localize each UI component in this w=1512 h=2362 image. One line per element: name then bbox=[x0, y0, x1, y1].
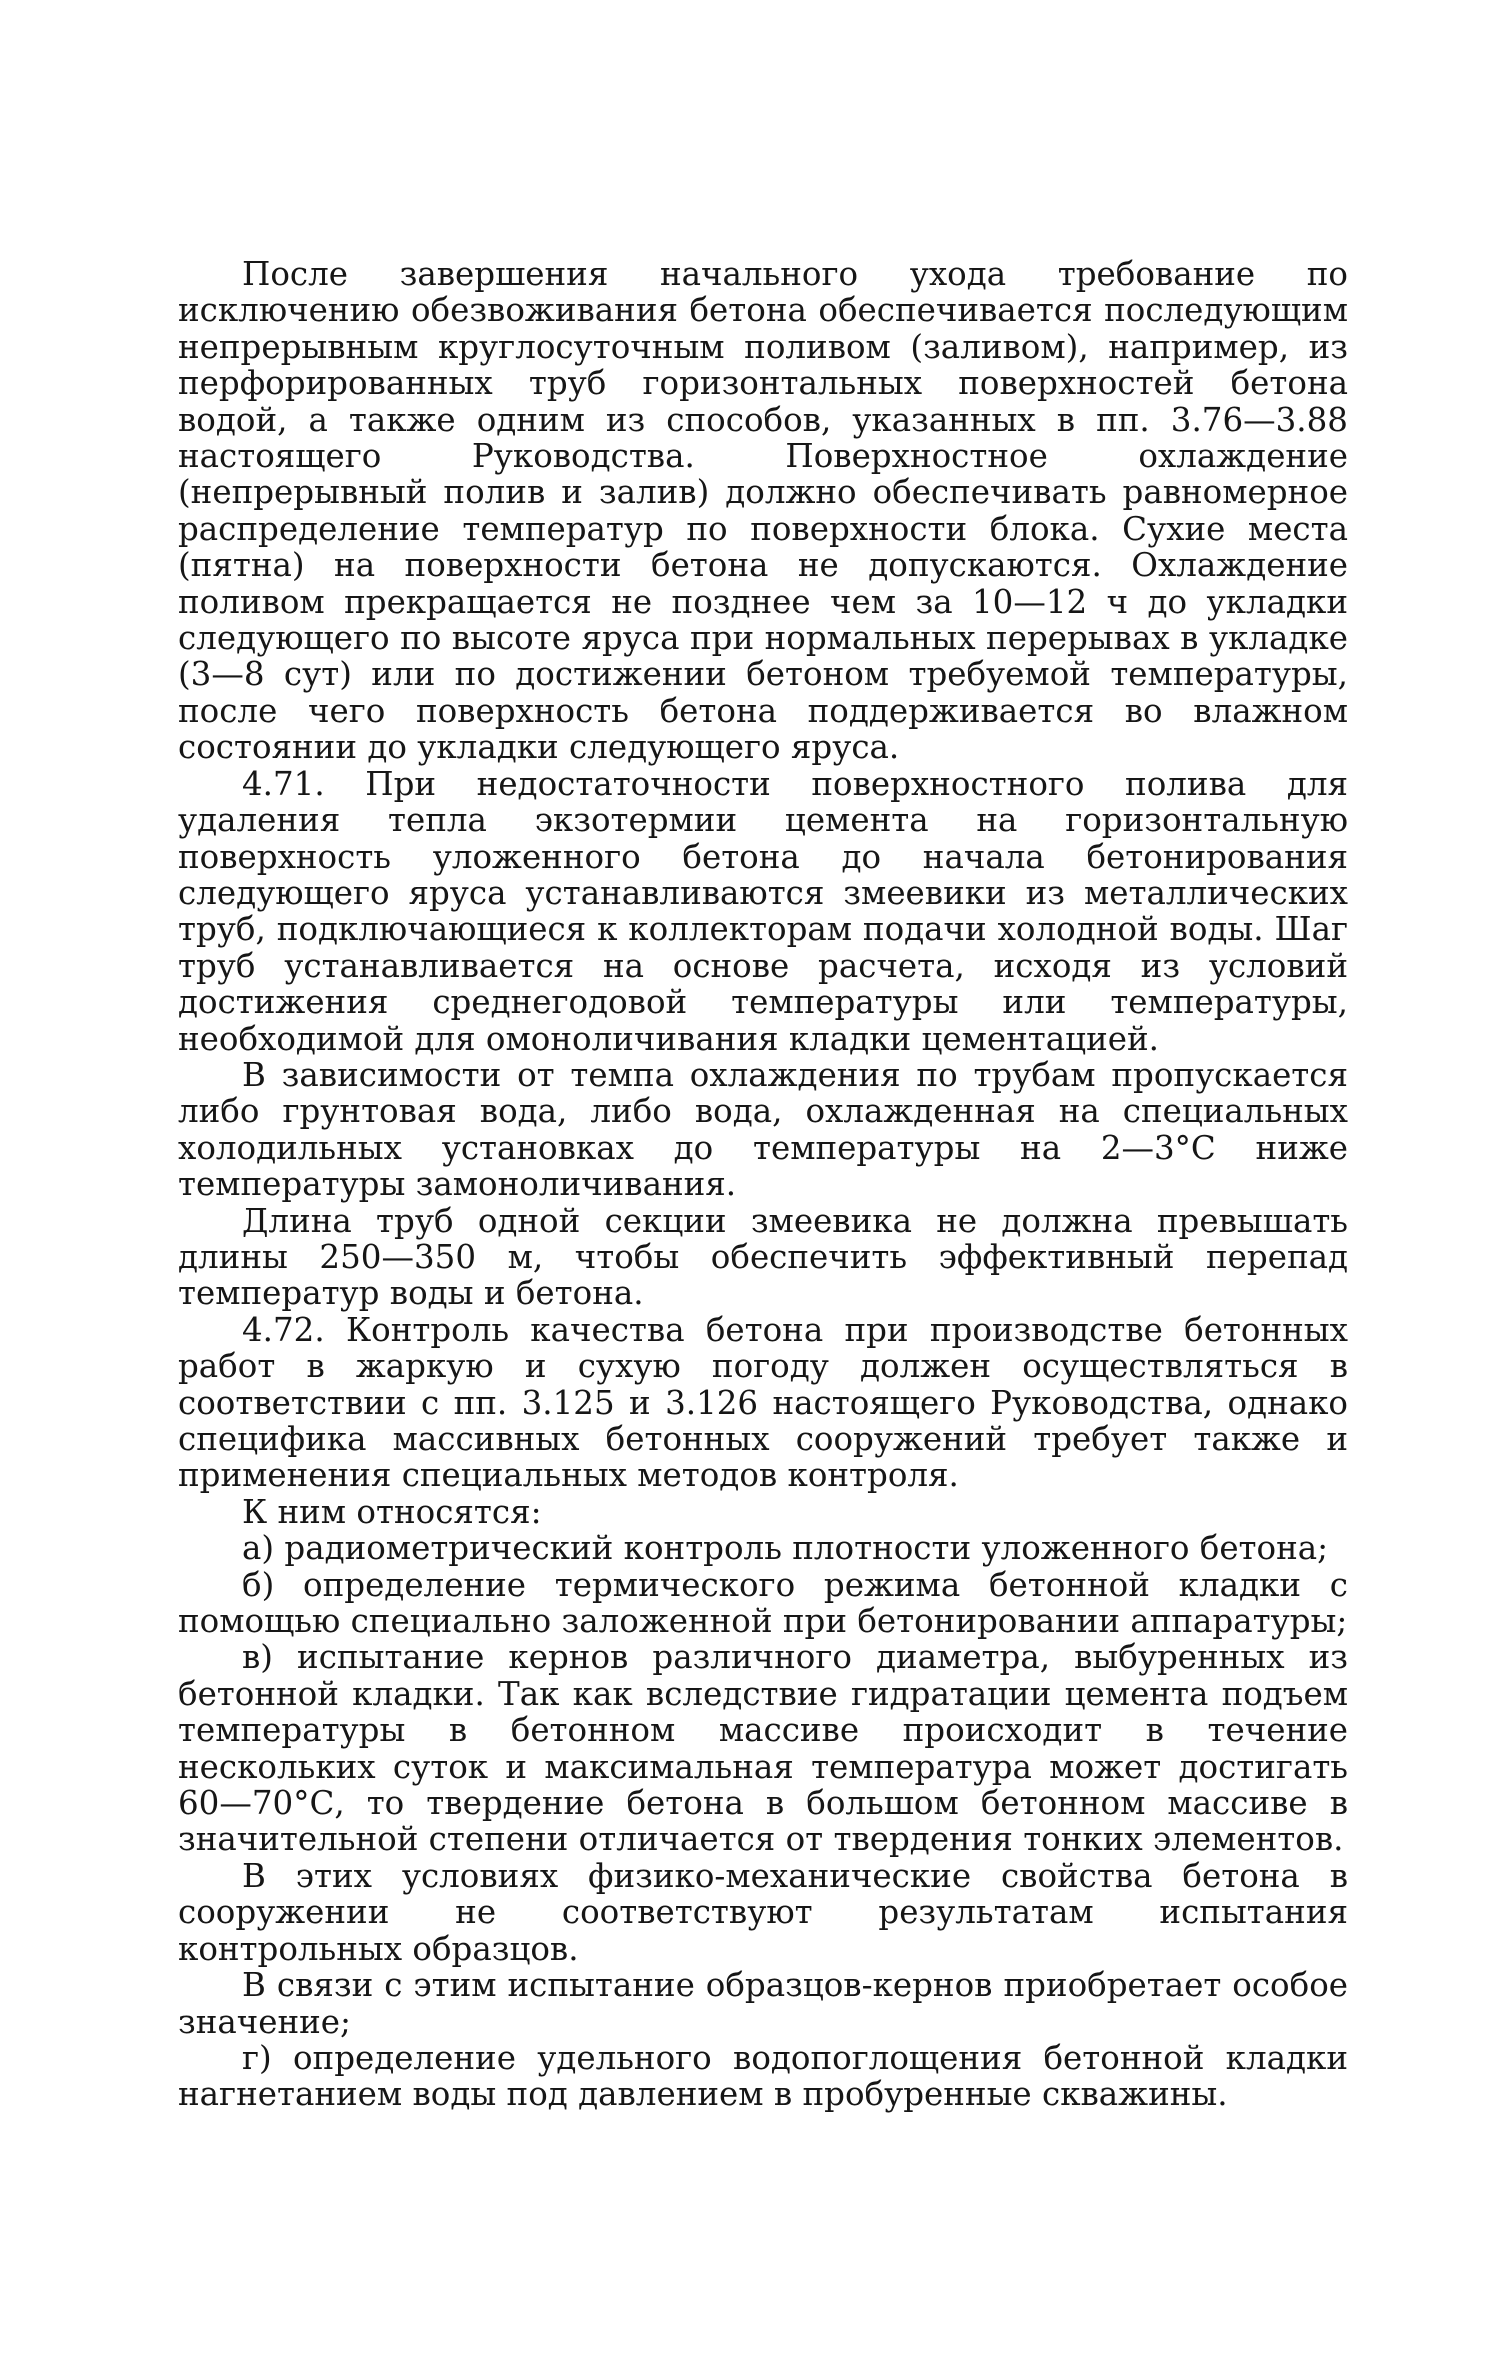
paragraph-cooling-after-curing bbox=[178, 256, 1348, 766]
list-item-text: в) испытание кернов различного диаметра, выбуренных из бетонной кладки. Так как вследствие гидратации цемента подъем температуры в бетонном массиве происходит в течение нескольких суток и максимальная температура может достигать 60—70°С, то твердение бетона в большом бетонном массиве в значительной степени отличается от твердения тонких элементов. bbox=[178, 1638, 1348, 1859]
paragraph-text: В этих условиях физико-механические свойства бетона в сооружении не соответствуют результатам испытания контрольных образцов. bbox=[178, 1856, 1348, 1968]
paragraph-core-testing bbox=[178, 1967, 1348, 2040]
list-item-v bbox=[178, 1639, 1348, 1857]
paragraph-cooling-water bbox=[178, 1057, 1348, 1203]
paragraph-text: В зависимости от темпа охлаждения по трубам пропускается либо грунтовая вода, либо вода, охлажденная на специальных холодильных установках до температуры на 2—3°С ниже температуры замоноличивания. bbox=[178, 1055, 1348, 1204]
paragraph-4-71 bbox=[178, 766, 1348, 1057]
paragraph-text: После завершения начального ухода требование по исключению обезвоживания бетона обеспечивается последующим непрерывным круглосуточным поливом (заливом), например, из перфорированных труб горизонтальных поверхностей бетона водой, а также одним из способов, указанных в пп. 3.76—3.88 настоящего Руководства. Поверхностное охлаждение (непрерывный полив и залив) должно обеспечивать равномерное распределение температур по поверхности блока. Сухие места (пятна) на поверхности бетона не допускаются. Охлаждение поливом прекращается не позднее чем за 10—12 ч до укладки следующего по высоте яруса при нормальных перерывах в укладке (3—8 сут) или по достижении бетоном требуемой температуры, после чего поверхность бетона поддерживается во влажном состоянии до укладки следующего яруса. bbox=[178, 255, 1348, 767]
list-item-text: б) определение термического режима бетонной кладки с помощью специально заложенной при бетонировании аппаратуры; bbox=[178, 1565, 1348, 1641]
paragraph-text: В связи с этим испытание образцов-кернов приобретает особое значение; bbox=[178, 1966, 1348, 2041]
list-item-b bbox=[178, 1567, 1348, 1640]
list-item-text: а) радиометрический контроль плотности уложенного бетона; bbox=[242, 1529, 1329, 1568]
list-item-text: г) определение удельного водопоглощения бетонной кладки нагнетанием воды под давлением в пробуренные скважины. bbox=[178, 2038, 1348, 2114]
document-page bbox=[178, 256, 1348, 2113]
paragraph-pipe-length bbox=[178, 1203, 1348, 1312]
paragraph-text: Контроль качества бетона при производстве бетонных работ в жаркую и сухую погоду должен осуществляться в соответствии с пп. 3.125 и 3.126 настоящего Руководства, однако специфика массивных бетонных сооружений требует также и применения специальных методов контроля. bbox=[178, 1310, 1348, 1495]
list-item-a bbox=[178, 1530, 1348, 1566]
list-item-g bbox=[178, 2040, 1348, 2113]
paragraph-text: Длина труб одной секции змеевика не должна превышать длины 250—350 м, чтобы обеспечить эффективный перепад температур воды и бетона. bbox=[178, 1201, 1348, 1313]
paragraph-conditions bbox=[178, 1858, 1348, 1967]
paragraph-text: При недостаточности поверхностного полива для удаления тепла экзотермии цемента на горизонтальную поверхность уложенного бетона до начала бетонирования следующего яруса устанавливаются змеевики из металлических труб, подключающиеся к коллекторам подачи холодной воды. Шаг труб устанавливается на основе расчета, исходя из условий достижения среднегодовой температуры или температуры, необходимой для омоноличивания кладки цементацией. bbox=[178, 764, 1348, 1058]
section-number: 4.72. bbox=[242, 1310, 325, 1349]
section-number: 4.71. bbox=[242, 764, 325, 803]
paragraph-text: К ним относятся: bbox=[242, 1492, 542, 1531]
paragraph-methods-intro bbox=[178, 1494, 1348, 1530]
paragraph-4-72 bbox=[178, 1312, 1348, 1494]
